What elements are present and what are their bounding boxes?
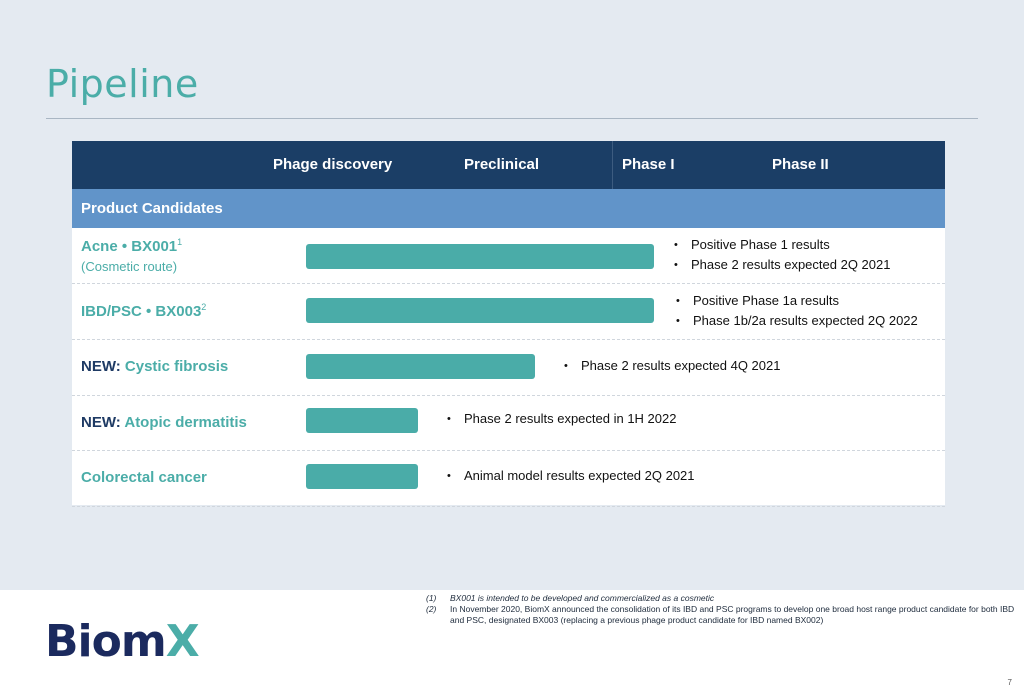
title-divider bbox=[46, 118, 978, 119]
milestone-notes bbox=[676, 291, 918, 331]
footnote bbox=[426, 604, 1016, 626]
biomx-logo bbox=[45, 616, 199, 667]
new-tag: NEW: bbox=[81, 414, 121, 431]
note-item: • Phase 1b/2a results expected 2Q 2022 bbox=[676, 311, 918, 331]
note-item: • Positive Phase 1 results bbox=[674, 235, 890, 255]
milestone-notes bbox=[674, 235, 890, 275]
col-phage-discovery: Phage discovery bbox=[273, 156, 393, 173]
candidate-name: IBD/PSC • BX003 bbox=[81, 303, 202, 320]
page-title: Pipeline bbox=[46, 62, 199, 106]
candidate-name: Acne • BX001 bbox=[81, 238, 178, 255]
table-row bbox=[72, 451, 945, 507]
col-phase-2: Phase II bbox=[772, 156, 829, 173]
progress-bar bbox=[306, 244, 654, 269]
footnote-ref: 2 bbox=[201, 302, 207, 312]
col-phase-1: Phase I bbox=[622, 156, 675, 173]
footnote-text: BX001 is intended to be developed and commercialized as a cosmetic bbox=[450, 593, 715, 603]
header-divider bbox=[612, 141, 613, 189]
milestone-notes bbox=[447, 466, 695, 486]
progress-bar bbox=[306, 298, 654, 323]
milestone-notes bbox=[447, 409, 676, 429]
new-tag: NEW: bbox=[81, 358, 121, 375]
footer bbox=[0, 590, 1024, 699]
logo-text-biom: Biom bbox=[45, 616, 166, 667]
page-number: 7 bbox=[1007, 678, 1012, 687]
progress-bar bbox=[306, 408, 418, 433]
candidate-name: Cystic fibrosis bbox=[124, 358, 229, 375]
footnotes bbox=[426, 593, 1016, 626]
candidate-label bbox=[81, 414, 247, 431]
footnote-number: (2) bbox=[426, 604, 437, 614]
candidate-label bbox=[81, 358, 228, 375]
note-item: • Animal model results expected 2Q 2021 bbox=[447, 466, 695, 486]
candidate-label bbox=[81, 469, 207, 486]
note-item: • Phase 2 results expected 2Q 2021 bbox=[674, 255, 890, 275]
footnote-ref: 1 bbox=[177, 237, 183, 247]
table-row bbox=[72, 395, 945, 451]
candidate-name: Colorectal cancer bbox=[81, 469, 207, 486]
note-item: • Positive Phase 1a results bbox=[676, 291, 918, 311]
note-item: • Phase 2 results expected in 1H 2022 bbox=[447, 409, 676, 429]
milestone-notes bbox=[564, 356, 780, 376]
footnote bbox=[426, 593, 1016, 604]
col-preclinical: Preclinical bbox=[464, 156, 540, 173]
table-row bbox=[72, 228, 945, 284]
progress-bar bbox=[306, 464, 418, 489]
table-row bbox=[72, 284, 945, 340]
product-candidates-header bbox=[72, 189, 945, 228]
footnote-number: (1) bbox=[426, 593, 437, 603]
table-row bbox=[72, 340, 945, 396]
product-candidates-label: Product Candidates bbox=[81, 200, 223, 217]
table-header bbox=[72, 141, 945, 189]
note-item: • Phase 2 results expected 4Q 2021 bbox=[564, 356, 780, 376]
candidate-name: Atopic dermatitis bbox=[124, 414, 247, 431]
pipeline-table bbox=[72, 141, 945, 505]
progress-bar bbox=[306, 354, 535, 379]
candidate-label bbox=[81, 237, 182, 255]
candidate-label bbox=[81, 302, 206, 320]
candidate-sublabel: (Cosmetic route) bbox=[81, 259, 178, 274]
logo-text-x: X bbox=[165, 616, 199, 667]
footnote-text: In November 2020, BiomX announced the consolidation of its IBD and PSC programs to develop one broad host range product candidate for both IBD and PSC, designated BX003 (replacing a previous phage product candidate for IBD named BX002) bbox=[450, 604, 1015, 625]
